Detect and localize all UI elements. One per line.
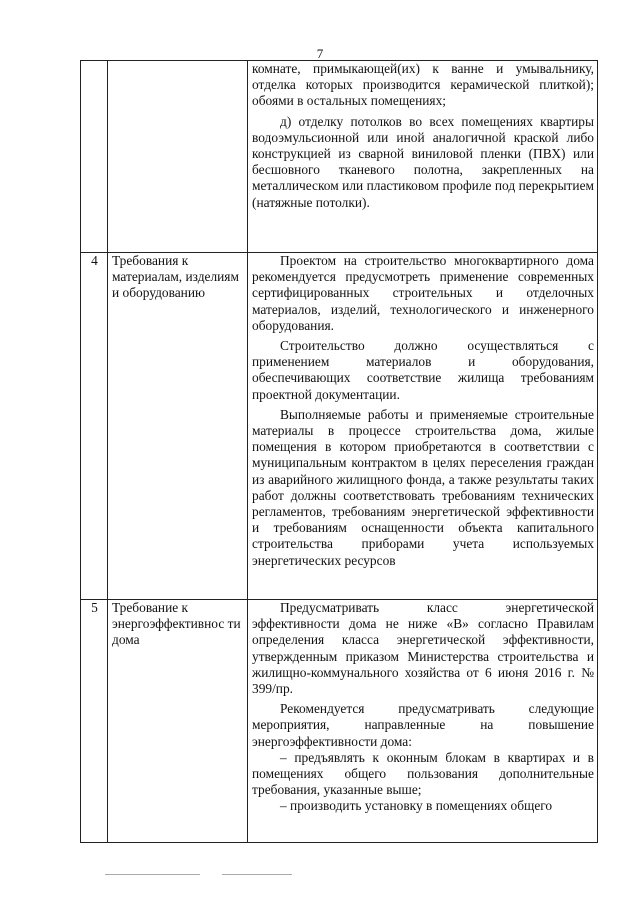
row-number: 5 — [81, 600, 108, 843]
row-number: 4 — [81, 253, 108, 600]
table-row — [81, 253, 598, 600]
paragraph: Рекомендуется предусматривать следующие мероприятия, направленные на повышение энергоэффективности дома: — [252, 701, 594, 749]
requirements-table — [80, 60, 598, 843]
row-number — [81, 61, 108, 253]
paragraph: – производить установку в помещениях общего — [280, 798, 553, 814]
row-content — [248, 600, 598, 843]
row-title — [108, 61, 248, 253]
paragraph: д) отделку потолков во всех помещениях квартиры водоэмульсионной или иной аналогичной краской либо конструкцией из сварной виниловой пленки (ПВХ) или бесшовного тканевого полотна, закрепленных на металлическом или пластиковом профиле под перекрытием (натяжные потолки). — [252, 113, 594, 210]
paragraph: Предусматривать класс энергетической эффективности дома не ниже «В» согласно Правилам определения класса энергетической эффективности, утвержденным приказом Министерства строительства и жилищно-коммунального хозяйства от 6 июня 2016 г. № 399/пр. — [252, 600, 594, 697]
table-row — [81, 61, 598, 253]
paragraph: – предъявлять к оконным блокам в квартирах и в помещениях общего пользования дополнительные требования, указанные выше; — [252, 749, 594, 798]
paragraph: Выполняемые работы и применяемые строительные материалы в процессе строительства дома, жилые помещения в котором приобретаются в соответствии с муниципальным контрактом в целях переселения граждан из аварийного жилищного фонда, а также результаты таких работ должны соответствовать требованиям технических регламентов, требованиям энергетической эффективности и требованиям оснащенности объекта капитального строительства приборами учета используемых энергетических ресурсов — [252, 406, 594, 568]
scan-mark-left — [105, 874, 200, 875]
page-number: 7 — [316, 46, 324, 61]
table-row — [81, 600, 598, 843]
row-content — [248, 61, 598, 253]
row-content — [248, 253, 598, 600]
paragraph: Проектом на строительство многоквартирного дома рекомендуется предусмотреть применение современных сертифицированных строительных и отделочных материалов, изделий, технологического и инженерного оборудования. — [252, 253, 594, 333]
scan-mark-right — [222, 874, 292, 875]
row-title: Требование к энергоэффективнос ти дома — [108, 600, 248, 843]
row-title: Требования к материалам, изделиям и оборудованию — [108, 253, 248, 600]
paragraph: комнате, примыкающей(их) к ванне и умывальнику, отделка которых производится керамической плиткой); обоями в остальных помещениях; — [252, 61, 594, 109]
paragraph: Строительство должно осуществляться с применением материалов и оборудования, обеспечивающих соответствие жилища требованиям проектной документации. — [252, 338, 594, 402]
